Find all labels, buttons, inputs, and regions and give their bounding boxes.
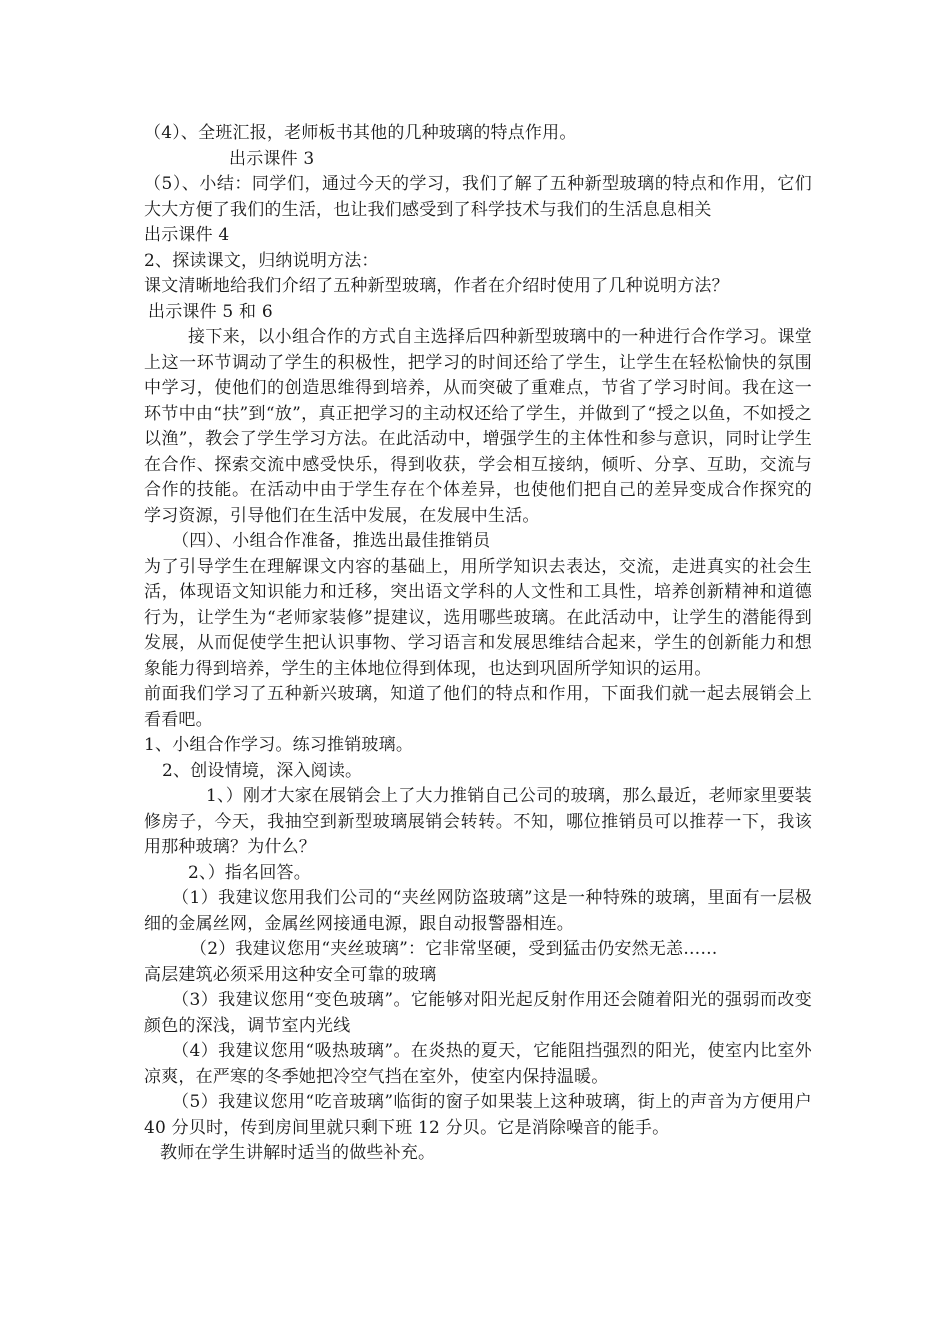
paragraph-answer-4: （4）我建议您用“吸热玻璃”。在炎热的夏天，它能阻挡强烈的阳光，使室内比室外凉爽，在严寒的冬季她把冷空气挡在室外，使室内保持温暖。 (144, 1041, 812, 1087)
paragraph-answer-heading: 2、）指名回答。 (188, 862, 311, 883)
document-body (144, 121, 812, 1167)
paragraph-scenario: 1、）刚才大家在展销会上了大力推销自己公司的玻璃，那么最近，老师家里要装修房子，今天，我抽空到新型玻璃展销会转转。不知，哪位推销员可以推荐一下，我该用那种玻璃？为什么？ (144, 786, 812, 857)
paragraph-purpose: 为了引导学生在理解课文内容的基础上，用所学知识去表达，交流，走进真实的社会生活，体现语文知识能力和迁移，突出语文学科的人文性和工具性，培养创新精神和道德行为，让学生为“老师家装修”提建议，选用哪些玻璃。在此活动中，让学生的潜能得到发展，从而促使学生把认识事物、学习语言和发展思维结合起来，学生的创新能力和想象能力得到培养，学生的主体地位得到体现，也达到巩固所学知识的运用。 (144, 556, 812, 679)
paragraph-step-1: 1、小组合作学习。练习推销玻璃。 (144, 735, 414, 755)
paragraph-answer-3: （3）我建议您用“变色玻璃”。它能够对阳光起反射作用还会随着阳光的强弱而改变颜色的深浅，调节室内光线 (144, 990, 812, 1036)
paragraph-answer-2: （2）我建议您用“夹丝玻璃”：它非常坚硬，受到猛击仍安然无恙…… (190, 939, 718, 959)
paragraph-question: 课文清晰地给我们介绍了五种新型玻璃，作者在介绍时使用了几种说明方法？ (144, 276, 729, 296)
paragraph-section-four-heading: （四）、小组合作准备，推选出最佳推销员 (172, 531, 491, 551)
paragraph-slide-3: 出示课件 3 (229, 148, 315, 169)
paragraph-intro-expo: 前面我们学习了五种新兴玻璃，知道了他们的特点和作用，下面我们就一起去展销会上看看吧。 (144, 684, 812, 730)
paragraph-summary: （5）、小结：同学们，通过今天的学习，我们了解了五种新型玻璃的特点和作用，它们大大方便了我们的生活，也让我们感受到了科学技术与我们的生活息息相关 (144, 174, 812, 220)
paragraph-slide-4: 出示课件 4 (144, 225, 230, 245)
paragraph-answer-1: （1）我建议您用我们公司的“夹丝网防盗玻璃”这是一种特殊的玻璃，里面有一层极细的金属丝网，金属丝网接通电源，跟自动报警器相连。 (144, 888, 812, 934)
paragraph-step-2: 2、创设情境，深入阅读。 (162, 760, 363, 781)
paragraph-report: （4）、全班汇报，老师板书其他的几种玻璃的特点作用。 (144, 123, 577, 143)
paragraph-answer-2-cont: 高层建筑必须采用这种安全可靠的玻璃 (144, 964, 437, 985)
paragraph-slide-5-6: 出示课件 5 和 6 (148, 301, 273, 322)
paragraph-group-work: 接下来，以小组合作的方式自主选择后四种新型玻璃中的一种进行合作学习。课堂上这一环节调动了学生的积极性，把学习的时间还给了学生，让学生在轻松愉快的氛围中学习，使他们的创造思维得到培养，从而突破了重难点，节省了学习时间。我在这一环节中由“扶”到“放”，真正把学习的主动权还给了学生，并做到了“授之以鱼，不如授之以渔”，教会了学生学习方法。在此活动中，增强学生的主体性和参与意识，同时让学生在合作、探索交流中感受快乐，得到收获，学会相互接纳，倾听、分享、互助，交流与合作的技能。在活动中由于学生存在个体差异，也使他们把自己的差异变成合作探究的学习资源，引导他们在生活中发展，在发展中生活。 (144, 327, 812, 526)
paragraph-explore-heading: 2、探读课文，归纳说明方法： (144, 250, 379, 271)
paragraph-answer-5: （5）我建议您用“吃音玻璃”临街的窗子如果装上这种玻璃，街上的声音为方便用户 40 分贝时，传到房间里就只剩下班 12 分贝。它是消除噪音的能手。 (144, 1092, 812, 1138)
paragraph-teacher-note: 教师在学生讲解时适当的做些补充。 (160, 1143, 436, 1163)
